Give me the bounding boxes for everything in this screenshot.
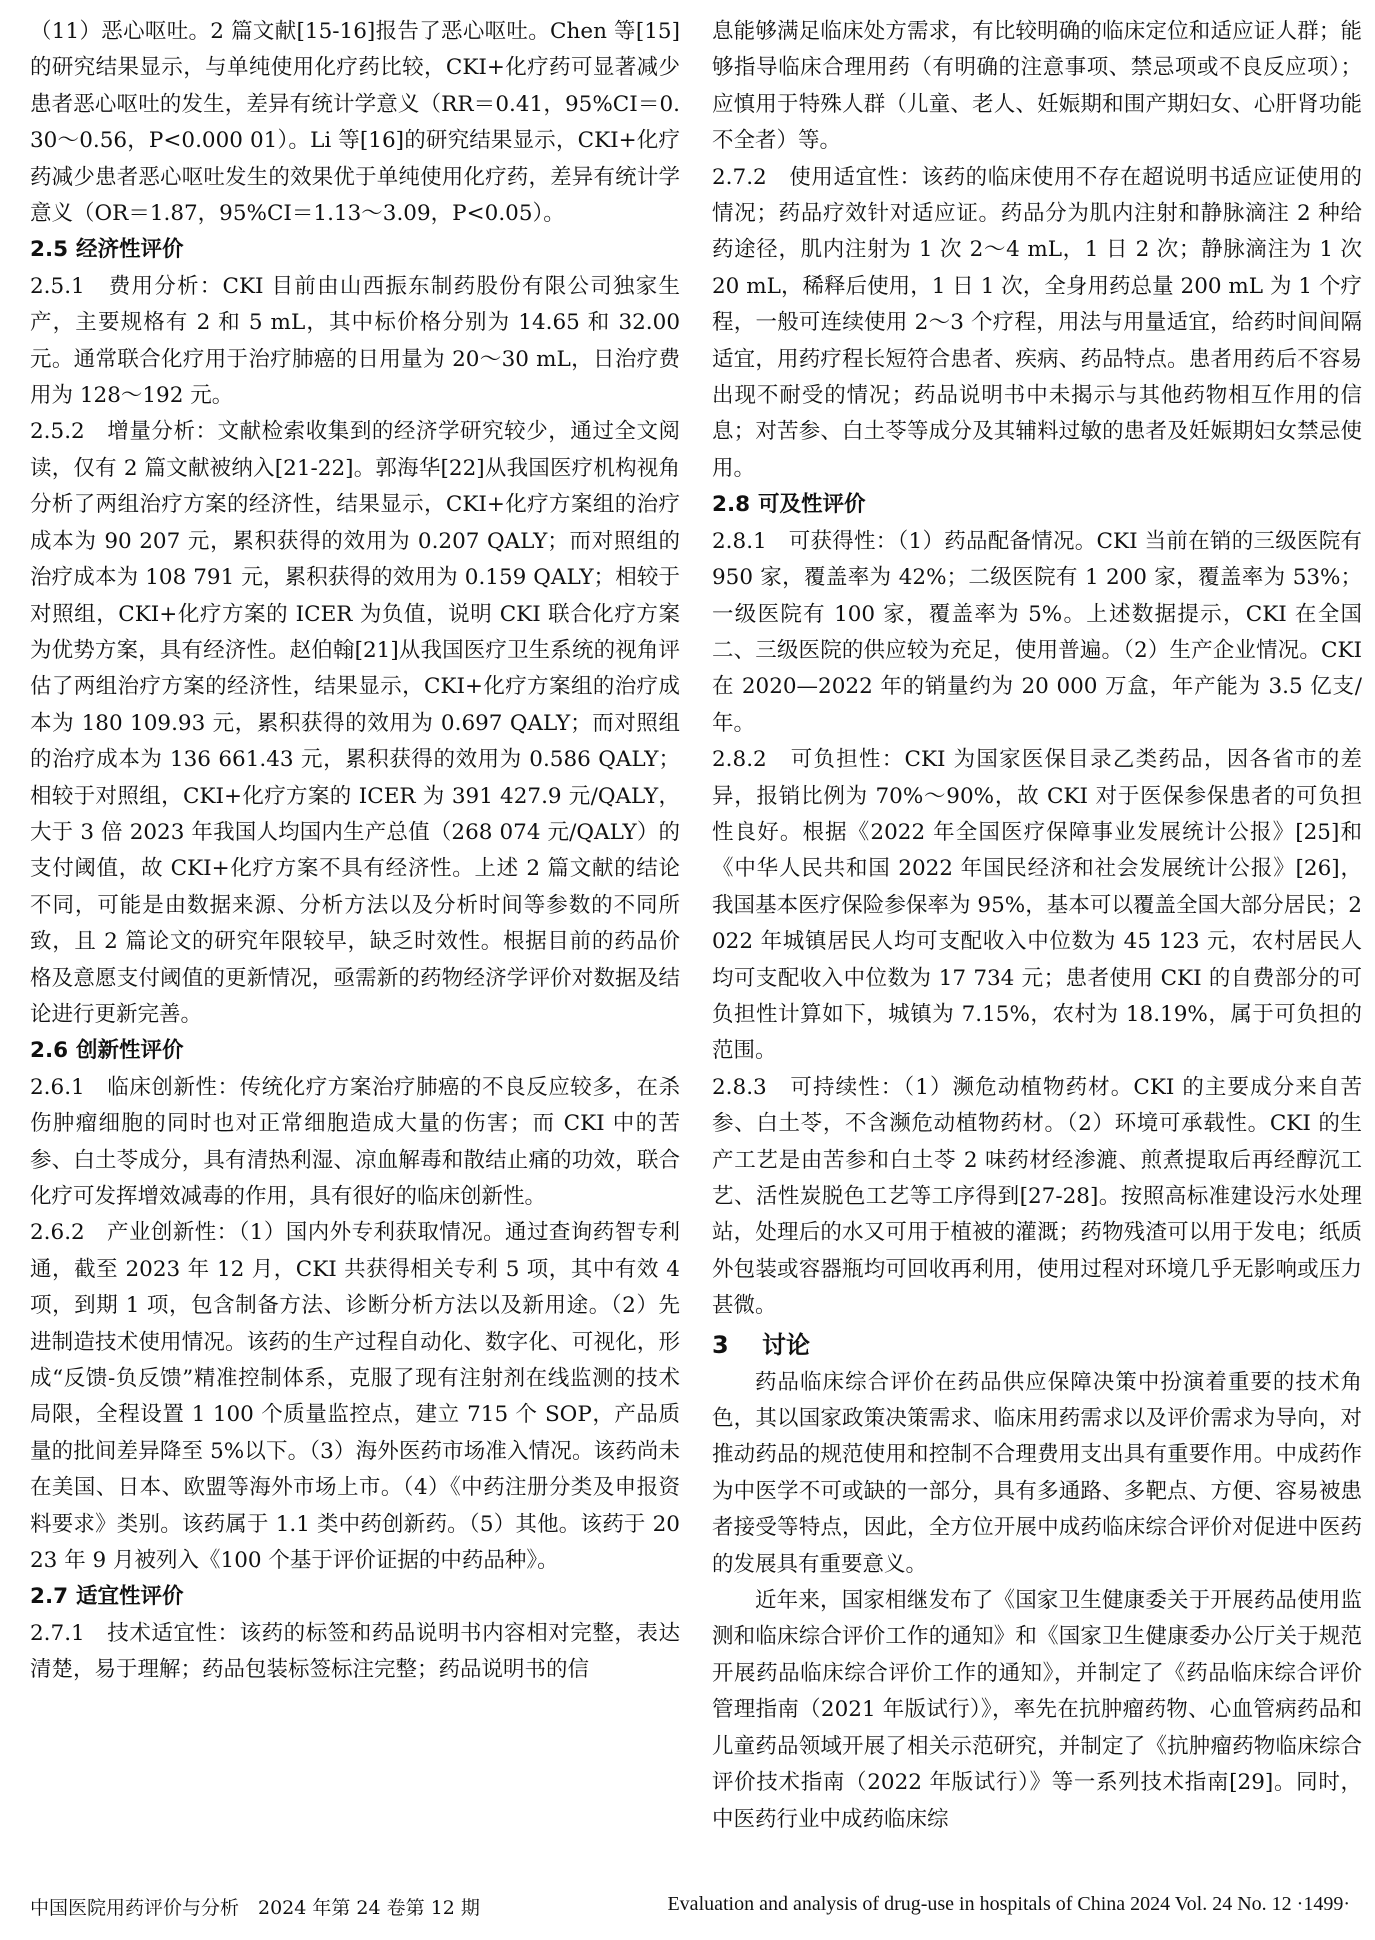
paragraph: 息能够满足临床处方需求，有比较明确的临床定位和适应证人群；能够指导临床合理用药（有明确的注意事项、禁忌项或不良反应项）；应慎用于特殊人群（儿童、老人、妊娠期和围产期妇女、心肝肾功能不全者）等。 xyxy=(712,19,1362,154)
paragraph: 近年来，国家相继发布了《国家卫生健康委关于开展药品使用监测和临床综合评价工作的通知》和《国家卫生健康委办公厅关于规范开展药品临床综合评价工作的通知》，并制定了《药品临床综合评价管理指南（2021 年版试行）》，率先在抗肿瘤药物、心血管病药品和儿童药品领域开展了相关示范研究，并制定了《抗肿瘤药物临床综合评价技术指南（2022 年版试行）》等一系列技术指南[29]。同时，中医药行业中成药临床综 xyxy=(712,1588,1362,1832)
section-heading xyxy=(30,1579,680,1615)
section-heading xyxy=(30,1033,680,1069)
paragraph: 2.5.2 增量分析：文献检索收集到的经济学研究较少，通过全文阅读，仅有 2 篇文献被纳入[21-22]。郭海华[22]从我国医疗机构视角分析了两组治疗方案的经济性，结果显示，CKI+化疗方案组的治疗成本为 90 207 元，累积获得的效用为 0.207 QALY；而对照组的治疗成本为 108 791 元，累积获得的效用为 0.159 QALY；相较于对照组，CKI+化疗方案的 ICER 为负值，说明 CKI 联合化疗方案为优势方案，具有经济性。赵伯翰[21]从我国医疗卫生系统的视角评估了两组治疗方案的经济性，结果显示，CKI+化疗方案组的治疗成本为 180 109.93 元，累积获得的效用为 0.697 QALY；而对照组的治疗成本为 136 661.43 元，累积获得的效用为 0.586 QALY；相较于对照组，CKI+化疗方案的 ICER 为 391 427.9 元/QALY，大于 3 倍 2023 年我国人均国内生产总值（268 074 元/QALY）的支付阈值，故 CKI+化疗方案不具有经济性。上述 2 篇文献的结论不同，可能是由数据来源、分析方法以及分析时间等参数的不同所致，且 2 篇论文的研究年限较早，缺乏时效性。根据目前的药品价格及意愿支付阈值的更新情况，亟需新的药物经济学评价对数据及结论进行更新完善。 xyxy=(30,419,680,1027)
journal-name-en-page-number: Evaluation and analysis of drug-use in hospitals of China 2024 Vol. 24 No. 12 ·1499· xyxy=(667,1893,1350,1915)
paragraph: 药品临床综合评价在药品供应保障决策中扮演着重要的技术角色，其以国家政策决策需求、临床用药需求以及评价需求为导向，对推动药品的规范使用和控制不合理费用支出具有重要作用。中成药作为中医学不可或缺的一部分，具有多通路、多靶点、方便、容易被患者接受等特点，因此，全方位开展中成药临床综合评价对促进中医药的发展具有重要意义。 xyxy=(712,1369,1362,1577)
paragraph: 2.6.1 临床创新性：传统化疗方案治疗肺癌的不良反应较多，在杀伤肿瘤细胞的同时也对正常细胞造成大量的伤害；而 CKI 中的苦参、白土苓成分，具有清热利湿、凉血解毒和散结止痛的功效，联合化疗可发挥增效减毒的作用，具有很好的临床创新性。 xyxy=(30,1074,680,1209)
right-column xyxy=(712,14,1362,1838)
left-column xyxy=(30,14,680,1689)
section-title: 适宜性评价 xyxy=(76,1584,184,1610)
paragraph: （11）恶心呕吐。2 篇文献[15-16]报告了恶心呕吐。Chen 等[15]的研究结果显示，与单纯使用化疗药比较，CKI+化疗药可显著减少患者恶心呕吐的发生，差异有统计学意义（RR＝0.41，95%CI＝0.30～0.56，P<0.000 01）。Li 等[16]的研究结果显示，CKI+化疗药减少患者恶心呕吐发生的效果优于单纯使用化疗药，差异有统计学意义（OR＝1.87，95%CI＝1.13～3.09，P<0.05）。 xyxy=(30,19,680,227)
section-heading xyxy=(712,487,1362,523)
paragraph: 2.6.2 产业创新性：（1）国内外专利获取情况。通过查询药智专利通，截至 2023 年 12 月，CKI 共获得相关专利 5 项，其中有效 4 项，到期 1 项，包含制备方法、诊断分析方法以及新用途。（2）先进制造技术使用情况。该药的生产过程自动化、数字化、可视化，形成“反馈-负反馈”精准控制体系，克服了现有注射剂在线监测的技术局限，全程设置 1 100 个质量监控点，建立 715 个 SOP，产品质量的批间差异降至 5%以下。（3）海外医药市场准入情况。该药尚未在美国、日本、欧盟等海外市场上市。（4）《中药注册分类及申报资料要求》类别。该药属于 1.1 类中药创新药。（5）其他。该药于 2023 年 9 月被列入《100 个基于评价证据的中药品种》。 xyxy=(30,1220,680,1574)
paragraph: 2.7.1 技术适宜性：该药的标签和药品说明书内容相对完整，表达清楚，易于理解；药品包装标签标注完整；药品说明书的信 xyxy=(30,1620,680,1683)
section-heading xyxy=(712,1325,1362,1365)
paragraph: 2.8.1 可获得性：（1）药品配备情况。CKI 当前在销的三级医院有 950 家，覆盖率为 42%；二级医院有 1 200 家，覆盖率为 53%；一级医院有 100 家，覆盖率为 5%。上述数据提示，CKI 在全国二、三级医院的供应较为充足，使用普遍。（2）生产企业情况。CKI 在 2020—2022 年的销量约为 20 000 万盒，年产能为 3.5 亿支/年。 xyxy=(712,528,1362,736)
page-footer xyxy=(30,1893,1350,1923)
section-number: 3 xyxy=(712,1330,729,1359)
paragraph: 2.5.1 费用分析：CKI 目前由山西振东制药股份有限公司独家生产，主要规格有 2 和 5 mL，其中标价格分别为 14.65 和 32.00 元。通常联合化疗用于治疗肺癌的日用量为 20～30 mL，日治疗费用为 128～192 元。 xyxy=(30,273,680,409)
section-number: 2.7 xyxy=(30,1584,69,1610)
section-title: 经济性评价 xyxy=(76,237,184,263)
paragraph: 2.7.2 使用适宜性：该药的临床使用不存在超说明书适应证使用的情况；药品疗效针对适应证。药品分为肌内注射和静脉滴注 2 种给药途径，肌内注射为 1 次 2～4 mL，1 日 2 次；静脉滴注为 1 次 20 mL，稀释后使用，1 日 1 次，全身用药总量 200 mL 为 1 个疗程，一般可连续使用 2～3 个疗程，用法与用量适宜，给药时间间隔适宜，用药疗程长短符合患者、疾病、药品特点。患者用药后不容易出现不耐受的情况；药品说明书中未揭示与其他药物相互作用的信息；对苦参、白土苓等成分及其辅料过敏的患者及妊娠期妇女禁忌使用。 xyxy=(712,164,1362,481)
section-number: 2.8 xyxy=(712,492,751,518)
section-title: 讨论 xyxy=(762,1330,810,1359)
section-number: 2.6 xyxy=(30,1038,69,1064)
section-heading xyxy=(30,232,680,268)
section-title: 可及性评价 xyxy=(758,492,866,518)
section-number: 2.5 xyxy=(30,237,69,263)
journal-name-cn: 中国医院用药评价与分析 2024 年第 24 卷第 12 期 xyxy=(30,1897,480,1919)
paragraph: 2.8.3 可持续性：（1）濒危动植物药材。CKI 的主要成分来自苦参、白土苓，不含濒危动植物药材。（2）环境可承载性。CKI 的生产工艺是由苦参和白土苓 2 味药材经渗漉、煎煮提取后再经醇沉工艺、活性炭脱色工艺等工序得到[27-28]。按照高标准建设污水处理站，处理后的水又可用于植被的灌溉；药物残渣可以用于发电；纸质外包装或容器瓶均可回收再利用，使用过程对环境几乎无影响或压力甚微。 xyxy=(712,1074,1362,1319)
paragraph: 2.8.2 可负担性：CKI 为国家医保目录乙类药品，因各省市的差异，报销比例为 70%～90%，故 CKI 对于医保参保患者的可负担性良好。根据《2022 年全国医疗保障事业发展统计公报》[25]和《中华人民共和国 2022 年国民经济和社会发展统计公报》[26]，我国基本医疗保险参保率为 95%，基本可以覆盖全国大部分居民；2022 年城镇居民人均可支配收入中位数为 45 123 元，农村居民人均可支配收入中位数为 17 734 元；患者使用 CKI 的自费部分的可负担性计算如下，城镇为 7.15%，农村为 18.19%，属于可负担的范围。 xyxy=(712,747,1362,1064)
section-title: 创新性评价 xyxy=(76,1038,184,1064)
